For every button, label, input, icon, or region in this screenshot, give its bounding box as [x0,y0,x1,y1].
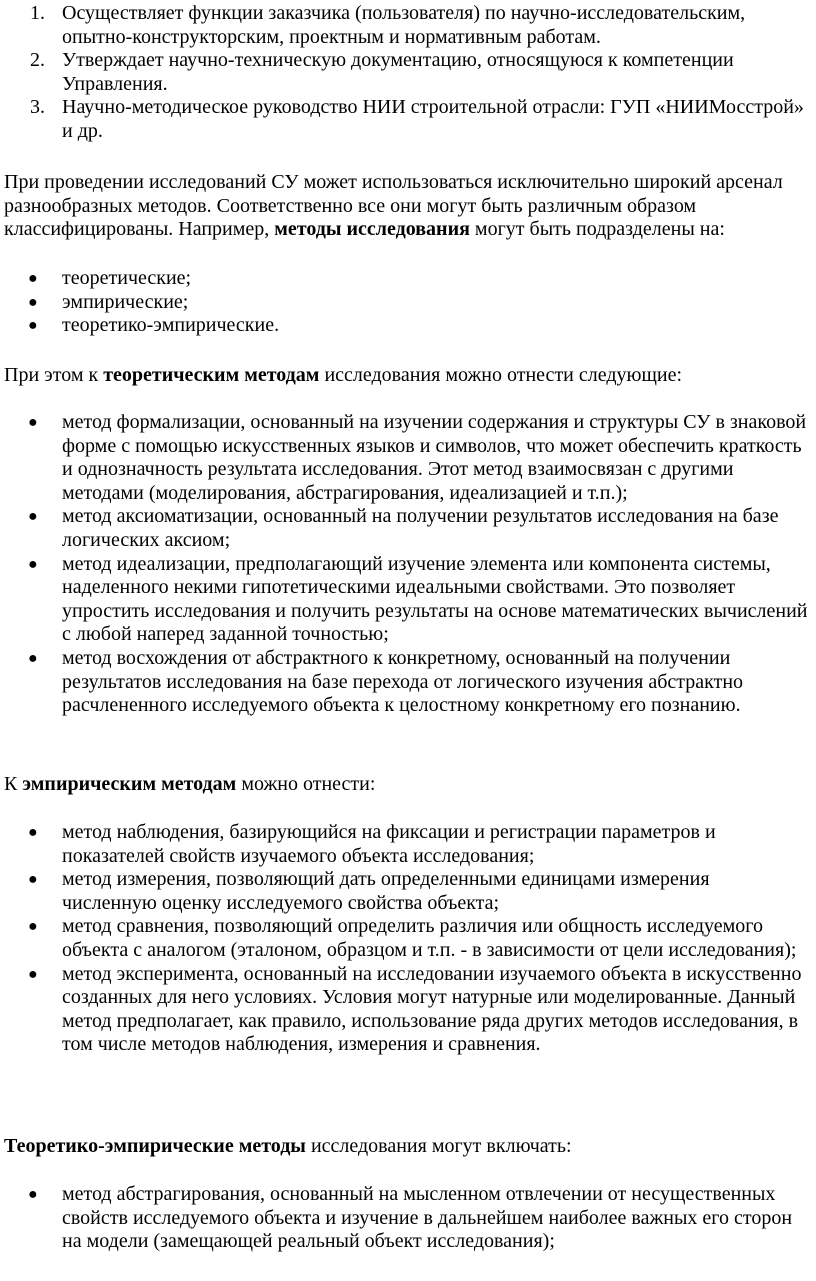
bullet-icon: ● [28,649,38,667]
list-item-text: метод эксперимента, основанный на исследовании изучаемого объекта в искусственно созданных для него условиях. Условия могут натурные или моделированные. Данный метод предполагает, как правило, использование ряда других методов исследования, в том числе методов наблюдения, измерения и сравнения. [62,962,802,1056]
list-item-text: теоретические; [62,267,192,289]
list-item-text: метод сравнения, позволяющий определить различия или общность исследуемого объекта с аналогом (эталоном, образцом и т.п. - в зависимости от цели исследования); [62,915,797,961]
list-item-text: метод восхождения от абстрактного к конкретному, основанный на получении результатов исследования на базе перехода от логического изучения абстрактно расчлененного исследуемого объекта к целостному конкретному его познанию. [62,646,744,717]
item-text: Осуществляет функции заказчика (пользователя) по научно-исследовательским, опытно-конструкторским, проектным и нормативным работам. [62,2,746,48]
intro-bold: методы исследования [274,218,470,241]
bullet-icon: ● [28,1186,38,1203]
list-item-text: теоретико-эмпирические. [62,314,280,337]
bullet-icon: ● [28,965,38,983]
bullet-icon: ● [28,317,38,335]
numbered-item [0,49,808,96]
bullet-icon: ● [28,508,38,526]
list-item [0,963,808,1057]
list-item [0,411,808,505]
bullet-icon: ● [28,824,38,841]
intro-paragraph [0,171,814,242]
theoretical-intro [0,364,814,388]
list-item [0,267,808,291]
list-item-text: метод формализации, основанный на изучении содержания и структуры СУ в знаковой форме с помощью искусственных языков и символов, что может обеспечить краткость и однозначность результата исследования. Этот метод взаимосвязан с другими методами (моделирования, абстрагирования, идеализацией и т.п.); [62,411,807,504]
item-number: 3. [30,96,45,119]
list-item-text: метод идеализации, предполагающий изучение элемента или компонента системы, наделенного некими гипотетическими идеальными свойствами. Это позволяет упростить исследования и получить результаты на основе математических вычислений с любой наперед заданной точностью; [62,552,808,646]
theoretical-empirical-intro-after: исследования могут включать: [305,1135,572,1157]
item-text: Научно-методическое руководство НИИ строительной отрасли: ГУП «НИИМосстрой» и др. [62,96,804,142]
list-item-text: метод измерения, позволяющий дать определенными единицами измерения численную оценку исследуемого свойства объекта; [62,868,710,914]
bullet-icon: ● [28,555,38,573]
empirical-intro-after: можно отнести: [236,773,376,795]
list-item [0,553,808,647]
list-item [0,915,808,962]
bullet-icon: ● [28,918,38,936]
bullet-icon: ● [28,293,38,311]
list-item [0,821,808,868]
list-item-text: метод наблюдения, базирующийся на фиксации и регистрации параметров и показателей свойств изучаемого объекта исследования; [62,821,716,867]
theoretical-empirical-methods-list [0,1183,808,1254]
item-number: 2. [30,49,45,72]
empirical-intro [0,773,814,797]
list-item-text: метод аксиоматизации, основанный на получении результатов исследования на базе логических аксиом; [62,505,779,551]
theoretical-empirical-intro-bold: Теоретико-эмпирические методы [4,1135,306,1157]
intro-text-before: При проведении исследований СУ может использоваться исключительно широкий арсенал разнообразных методов. Соответственно все они могут быть различным образом классифицированы. Например, [4,171,783,241]
numbered-item [0,2,808,49]
list-item [0,314,808,338]
list-item [0,647,808,718]
method-types-list [0,267,808,338]
empirical-intro-before: К [4,773,23,795]
item-number: 1. [30,2,45,24]
theoretical-intro-bold: теоретическим методам [103,364,320,386]
list-item [0,868,808,915]
theoretical-empirical-intro [0,1135,814,1159]
bullet-icon: ● [28,871,38,889]
empirical-methods-list [0,821,808,1057]
empirical-intro-bold: эмпирическим методам [22,773,237,795]
list-item-text: метод абстрагирования, основанный на мысленном отвлечении от несущественных свойств исследуемого объекта и изучение в дальнейшем наиболее важных его сторон на модели (замещающей реальный объект исследования); [62,1183,793,1253]
numbered-item [0,96,808,143]
list-item [0,291,808,315]
item-text: Утверждает научно-техническую документацию, относящуюся к компетенции Управления. [62,49,734,95]
theoretical-methods-list [0,411,808,718]
bullet-icon: ● [28,270,38,287]
list-item [0,1183,808,1254]
bullet-icon: ● [28,414,38,431]
list-item [0,505,808,552]
intro-text-after: могут быть подразделены на: [469,218,725,241]
theoretical-intro-after: исследования можно отнести следующие: [319,364,683,386]
list-item-text: эмпирические; [62,290,189,313]
theoretical-intro-before: При этом к [4,364,104,386]
numbered-list [0,2,808,144]
